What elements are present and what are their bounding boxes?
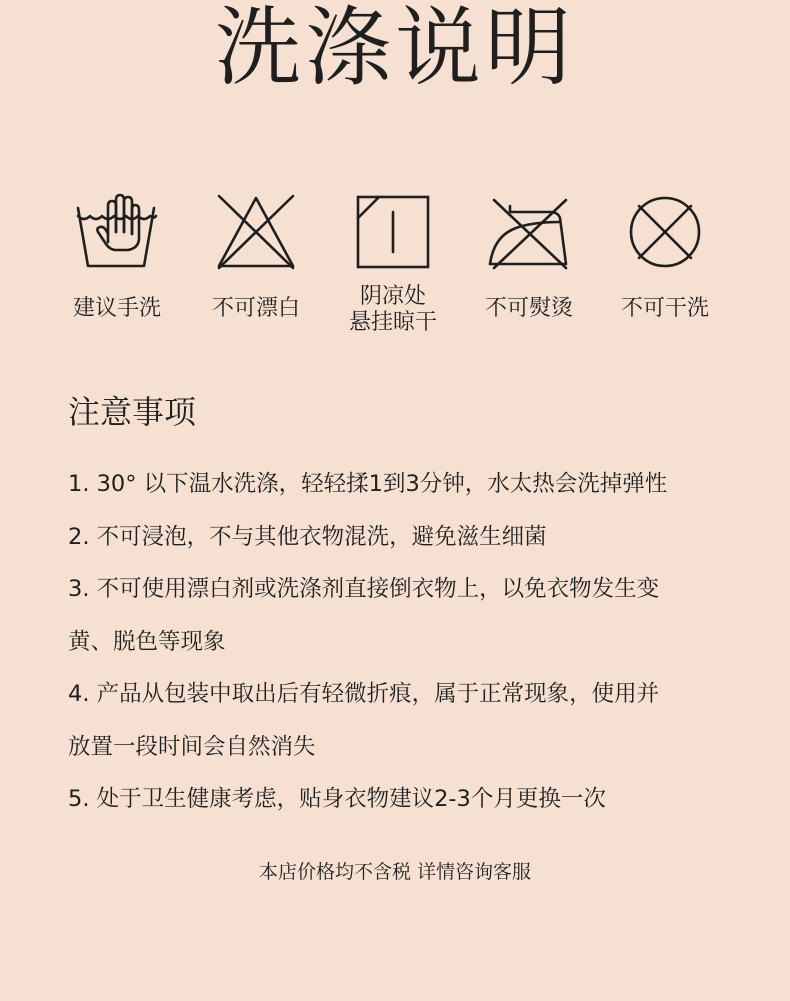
notes-heading: 注意事项 [68,393,197,431]
page-title: 洗涤说明 [215,0,575,98]
no-dry-clean-icon [625,192,705,272]
note-line: 3. 不可使用漂白剂或洗涤剂直接倒衣物上，以免衣物发生变 [68,576,660,602]
care-icons-row [0,192,790,342]
care-label-hand-wash: 建议手洗 [72,296,161,321]
care-label-line-dry-shade: 阴凉处 悬挂晾干 [348,284,437,335]
care-label-no-dry-clean: 不可干洗 [620,296,709,321]
care-label-no-bleach: 不可漂白 [211,296,300,321]
care-item-hand-wash [49,192,185,342]
note-line: 放置一段时间会自然消失 [68,733,316,760]
note-line: 4. 产品从包装中取出后有轻微折痕，属于正常现象，使用并 [68,681,660,707]
care-label-no-iron: 不可熨烫 [484,296,573,321]
footer-note: 本店价格均不含税 详情咨询客服 [258,861,532,883]
care-item-no-bleach [188,192,324,342]
hand-wash-icon [72,192,162,272]
no-bleach-icon [213,192,299,272]
care-item-line-dry-shade [325,192,461,342]
care-item-no-dry-clean [597,192,733,342]
notes-list [68,458,738,826]
note-line: 1. 30° 以下温水洗涤，轻轻揉1到3分钟，水太热会洗掉弹性 [68,471,668,497]
note-line: 5. 处于卫生健康考虑，贴身衣物建议2-3个月更换一次 [68,786,606,812]
care-item-no-iron [461,192,597,342]
no-iron-icon [486,192,572,272]
note-line: 黄、脱色等现象 [68,628,226,655]
dry-flat-shade-icon [353,192,433,272]
note-line: 2. 不可浸泡，不与其他衣物混洗，避免滋生细菌 [68,523,547,550]
